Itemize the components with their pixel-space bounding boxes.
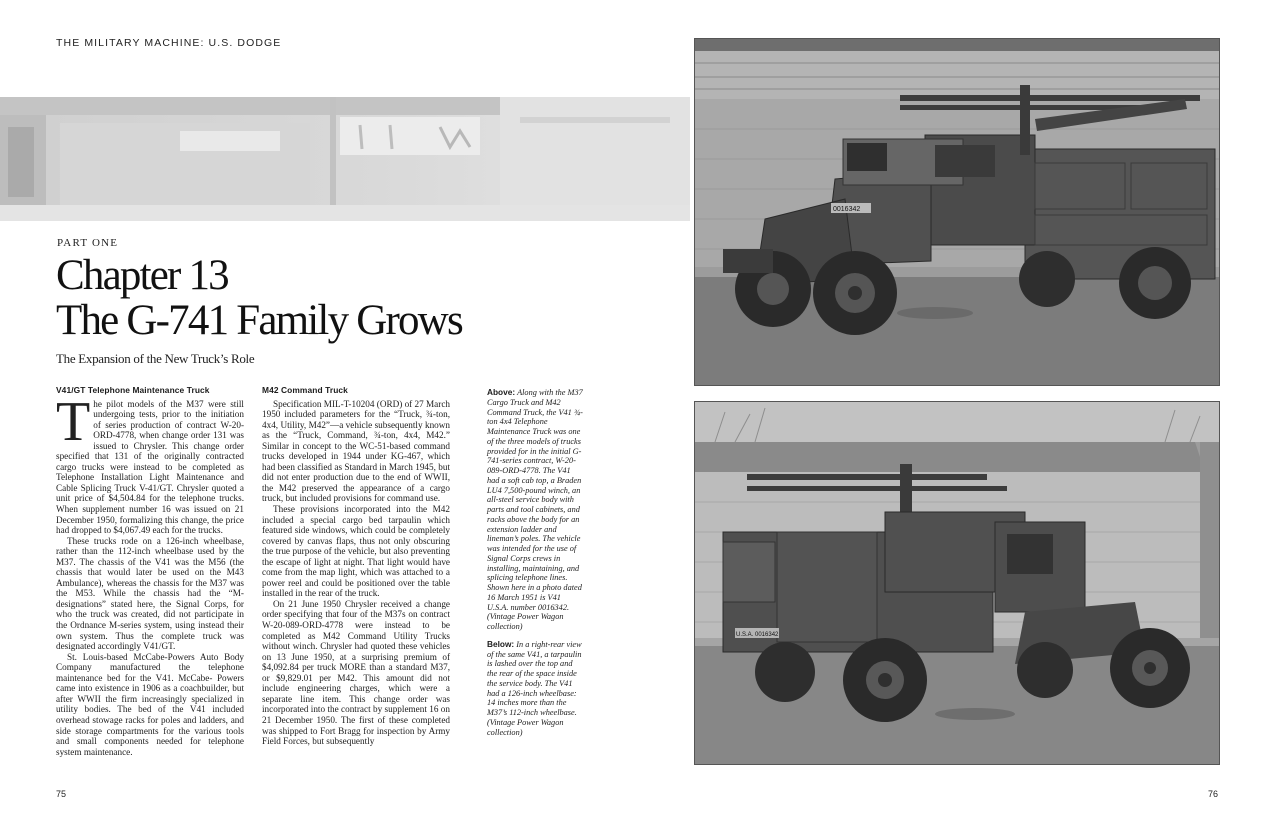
body-paragraph: On 21 June 1950 Chrysler received a change order specifying that four of the M37s on contract W-20-089-ORD-4778 were instead to be completed as M42 Command Utility Trucks without winch. Chrysler had quoted these vehicles on 13 June 1950, at a surprising premium of $4,092.84 per truck MORE than a standard M37, or $9,829.01 per M42. This amount did not include engineering charges, which were a separate line item. This change order was incorporated into the contract by supplement 16 on 21 December 1950. The first of these completed was shipped to Fort Bragg for inspection by Army Field Forces, but subsequently [262, 598, 450, 747]
section-heading-m42: M42 Command Truck [262, 385, 348, 395]
chapter-name: The G-741 Family Grows [56, 297, 462, 344]
chapter-number: Chapter 13 [56, 252, 228, 299]
body-paragraph: Specification MIL-T-10204 (ORD) of 27 March 1950 included parameters for the “Truck, ¾-ton, 4x4, Utility, M42”—a vehicle subsequently known as the “Truck, Command, ¾-ton, 4x4, M42.” Similar in concept to the WC-51-based command trucks developed in 1944 under KG-467, which had been classified as Standard in March 1945, but did not enter production due to the end of WWII, the M42 preserved the appearance of a cargo truck, but included provisions for command use. [262, 398, 450, 504]
chapter-title [56, 253, 462, 343]
part-label: PART ONE [57, 237, 119, 249]
photo-captions [487, 388, 583, 745]
caption-text: In a right-rear view of the same V41, a tarpaulin is lashed over the top and the rear of the space inside the service body. The V41 had a 126-inch wheelbase: 14 inches more than the M37’s 112-inch wheelbase. (Vintage Power Wagon collection) [487, 639, 582, 737]
section-heading-v41: V41/GT Telephone Maintenance Truck [56, 385, 210, 395]
caption-above [487, 388, 583, 632]
body-paragraph: These provisions incorporated into the M42 included a special cargo bed tarpaulin which featured side windows, which could be completely covered by canvas flaps, thus not only obscuring the true purpose of the vehicle, but also preventing the escape of light at night. That light would have come from the map light, which was attached to a power reel and could be positioned over the table installed in the rear of the truck. [262, 504, 450, 599]
drop-cap: T [56, 390, 91, 453]
photo-v41-front [694, 38, 1220, 386]
running-head: THE MILITARY MACHINE: U.S. DODGE [56, 37, 282, 49]
chapter-banner-image [0, 97, 690, 221]
page-number-right: 76 [1208, 789, 1219, 799]
bumper-number: U.S.A. 0016342 [736, 632, 779, 638]
caption-label: Below: [487, 638, 515, 649]
page-number-left: 75 [56, 789, 67, 799]
body-text: he pilot models of the M37 were still undergoing tests, prior to the initiation of series production of contract W-20-ORD-4778, when change order 131 was issued to Chrysler. This change order specified that 131 of the originally contracted cargo trucks were instead to be completed as Telephone Installation Light Maintenance and Cable Splicing Truck V-41/GT. Chrysler quoted a unit price of $4,504.84 for the telephone trucks. When supplement number 16 was issued on 21 December 1950, formalizing this change, the price had dropped to $4,067.49 each for the trucks. [56, 398, 244, 536]
caption-label: Above: [487, 387, 516, 397]
caption-below [487, 640, 583, 738]
article-column-2 [262, 385, 450, 747]
photo-v41-rear [694, 401, 1220, 765]
bumper-number: 0016342 [833, 206, 861, 213]
body-paragraph: These trucks rode on a 126-inch wheelbase, rather than the 112-inch wheelbase used by the M37. The chassis of the V41 was the M56 (the chassis that would later be used on the M43 Ambulance), whereas the chassis for the M37 was the M53. While the chassis had the “M-designations” stated here, the Signal Corps, for who the truck was created, did not participate in the Ordnance M-series system, using instead their own system. Thus the complete truck was designated accordingly V41/GT. [56, 535, 244, 652]
article-column-1 [56, 385, 244, 757]
body-paragraph: St. Louis-based McCabe-Powers Auto Body Company manufactured the telephone maintenance bed for the V41. McCabe- Powers came into existence in 1906 as a coachbuilder, but after WWII the firm increasingly specialized in utility bodies. The bed of the V41 included overhead stowage racks for poles and ladders, and side storage compartments for the various tools and small components needed for telephone system maintenance. [56, 651, 244, 757]
caption-text: Along with the M37 Cargo Truck and M42 Command Truck, the V41 ¾-ton 4x4 Telephone Maintenance Truck was one of the three models of trucks provided for in the initial G-741-series contract, W-20-089-ORD-4778. The V41 had a soft cab top, a Braden LU4 7,500-pound winch, an all-steel service body with parts and tool cabinets, and racks above the body for an extension ladder and lineman’s poles. The vehicle was intended for the use of Signal Corps crews in installing, maintaining, and splicing telephone lines. Shown here in a photo dated 16 March 1951 is V41 U.S.A. number 0016342. (Vintage Power Wagon collection) [487, 388, 583, 631]
chapter-subtitle: The Expansion of the New Truck’s Role [56, 351, 255, 366]
